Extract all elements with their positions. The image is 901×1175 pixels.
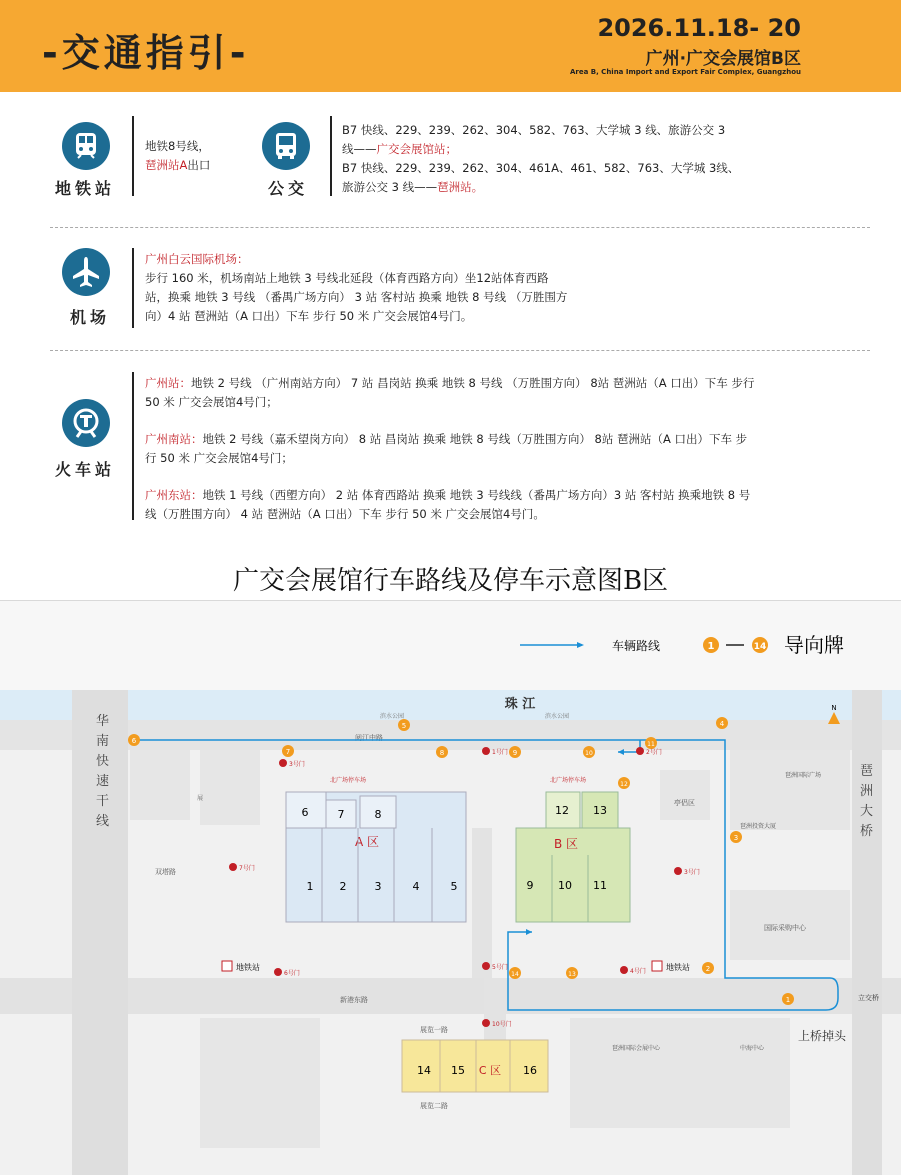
- hall-c-label: 16: [523, 1064, 537, 1077]
- airport-row1: 步行 160 米，机场南站上地铁 3 号线北延段（体育西路方向）坐12站体育西路: [145, 271, 549, 285]
- guide-sign-label: 8: [439, 749, 445, 757]
- metro-line2: [145, 156, 210, 175]
- gate-label: 1号门: [492, 749, 508, 756]
- guide-sign-label: 5: [401, 722, 407, 730]
- legend-route-arrow: [577, 642, 584, 648]
- hall-b-label: 12: [555, 804, 569, 817]
- train-divider: [132, 372, 134, 520]
- gate-marker: [482, 962, 490, 970]
- south-center-label: 中海中心: [740, 1045, 765, 1052]
- train-s3-row2: 线（万胜围方向） 4 站 琶洲站（A 口出）下车 步行 50 米 广交会展馆4号门。: [145, 507, 545, 521]
- train-label: 火车站: [55, 460, 116, 479]
- road-west-label: 展: [197, 795, 204, 802]
- guide-sign-label: 1: [785, 996, 791, 1004]
- hall-b-label: 11: [593, 879, 607, 892]
- gate-marker: [274, 968, 282, 976]
- block: [130, 750, 190, 820]
- guide-sign-label: 7: [285, 748, 291, 756]
- gate-marker: [229, 863, 237, 871]
- area-c-label: C 区: [478, 1064, 502, 1077]
- road-zhanchang-mid: [472, 828, 492, 978]
- station-guangzhou-south: 广州南站：: [145, 432, 203, 446]
- block: [200, 750, 260, 825]
- bridge-char: 桥: [860, 824, 874, 839]
- station-guangzhou-east: 广州东站：: [145, 488, 203, 502]
- airport-row3: 向）4 站 琶洲站（A 口出）下车 步行 50 米 广交会展馆4号门。: [145, 309, 473, 323]
- hall-a-label: 6: [301, 806, 309, 819]
- hall-c-label: 15: [451, 1064, 465, 1077]
- gate-label: 6号门: [284, 970, 300, 977]
- bus-stop-1: 广交会展馆站；: [376, 142, 457, 156]
- train-s3-text: 地铁 1 号线（西塱方向） 2 站 体育西路站 换乘 地铁 3 号线线（番禺广场方向）3 站 客村站 换乘地铁 8 号: [202, 488, 751, 502]
- airport-row2: 站，换乘 地铁 3 号线 （番禺广场方向） 3 站 客村站 换乘 地铁 8 号线 （万胜围方: [145, 290, 568, 304]
- pazhou-expo-label: 琶洲国际广场: [785, 772, 822, 779]
- airport-heading: 广州白云国际机场：: [145, 252, 249, 266]
- gate-label: 3号门: [289, 761, 305, 768]
- river-park-right: 滨水公园: [545, 713, 570, 720]
- bus-label: 公交: [268, 179, 309, 198]
- area-b-label: B 区: [554, 837, 579, 851]
- road-south-1-label: 展览一路: [420, 1026, 448, 1034]
- train-s3-row1: [145, 486, 754, 505]
- event-date: 2026.11.18- 20: [597, 14, 801, 42]
- area-a-label: A 区: [355, 835, 380, 849]
- hall-b-label: 10: [558, 879, 572, 892]
- guide-sign-label: 3: [733, 834, 739, 842]
- train-s2-text: 地铁 2 号线（嘉禾望岗方向） 8 站 昌岗站 换乘 地铁 8 号线（万胜围方向） 8站 琶洲站（A 口出）下车 步: [202, 432, 748, 446]
- bridge-char: 琶: [860, 764, 874, 779]
- metro-icon: [62, 122, 110, 170]
- guide-sign-label: 9: [512, 749, 518, 757]
- section-divider: [50, 350, 870, 351]
- hall-a-label: 5: [450, 880, 458, 893]
- header-banner: [0, 0, 901, 92]
- gate-marker: [279, 759, 287, 767]
- block: [660, 770, 710, 820]
- legend-route-label: 车辆路线: [612, 639, 661, 653]
- bus-stop-2: 琶洲站。: [437, 180, 484, 194]
- section-divider: [50, 227, 870, 228]
- block: [570, 1018, 730, 1128]
- bus-divider: [330, 116, 332, 196]
- train-station-icon: [62, 399, 110, 447]
- train-s1-row1: [145, 374, 754, 393]
- route-map: [0, 600, 901, 1175]
- bus-row3: B7 快线、229、239、262、304、461A、461、582、763、大学城 3线、: [342, 161, 740, 175]
- bus-row2: [342, 140, 739, 159]
- bridge-road: [852, 690, 882, 1175]
- airport-text: [145, 250, 567, 326]
- gate-marker: [482, 747, 490, 755]
- hall-b-label: 9: [526, 879, 534, 892]
- gate-label: 3号门: [684, 869, 700, 876]
- guide-sign-label: 10: [585, 750, 593, 757]
- dinghu-label: 亭侣区: [674, 799, 695, 807]
- train-s1-row2: 50 米 广交会展馆4号门；: [145, 395, 278, 409]
- hall-b-label: 13: [593, 804, 607, 817]
- train-text: [145, 374, 754, 524]
- bridge-char: 大: [860, 804, 874, 819]
- metro-divider: [132, 116, 134, 196]
- block: [730, 1018, 790, 1128]
- gate-label: 10号门: [492, 1021, 512, 1028]
- metro-station-west-icon: [222, 961, 232, 971]
- river-park-left: 滨水公园: [380, 713, 405, 720]
- guide-sign-label: 14: [511, 971, 519, 978]
- train-s2-row2: 行 50 米 广交会展馆4号门；: [145, 451, 293, 465]
- parking-north-b: 北广场停车场: [550, 777, 587, 784]
- metro-station-east-label: 地铁站: [666, 963, 690, 972]
- metro-station-east-icon: [652, 961, 662, 971]
- legend-sign-label: 导向牌: [784, 633, 844, 657]
- legend-sign-to-label: 14: [753, 642, 767, 652]
- intl-center-label: 国际采购中心: [764, 924, 806, 932]
- bus-row1: B7 快线、229、239、262、304、582、763、大学城 3 线、旅游公交 3: [342, 123, 726, 137]
- venue-name-en: Area B, China Import and Export Fair Complex, Guangzhou: [569, 68, 801, 76]
- train-s2-row1: [145, 430, 754, 449]
- gate-marker: [482, 1019, 490, 1027]
- pearl-river: [0, 690, 901, 720]
- guide-sign-label: 2: [705, 965, 711, 973]
- page-title: -交通指引-: [42, 31, 250, 75]
- hall-a-label: 3: [374, 880, 382, 893]
- highway-char: 华: [96, 714, 110, 729]
- block: [730, 750, 850, 830]
- road-south-2-label: 展览二路: [420, 1102, 448, 1110]
- highway-char: 快: [96, 754, 110, 769]
- pazhou-interhub-label: 琶洲投资大厦: [740, 823, 777, 830]
- road-xingang: [0, 978, 901, 1014]
- bus-text: [342, 121, 739, 197]
- gate-label: 7号门: [239, 865, 255, 872]
- highway-char: 线: [96, 814, 110, 829]
- guide-sign-label: 6: [131, 737, 137, 745]
- bus-row4-a: 旅游公交 3 线——: [342, 180, 438, 194]
- gate-marker: [636, 747, 644, 755]
- pazhou-sq-label: 琶洲国际会展中心: [612, 1045, 661, 1052]
- gate-label: 5号门: [492, 964, 508, 971]
- gate-marker: [620, 966, 628, 974]
- hall-a-label: 2: [339, 880, 347, 893]
- highway-char: 南: [96, 734, 110, 749]
- road-yuejiang-label: 阅江中路: [355, 734, 383, 742]
- bus-icon: [262, 122, 310, 170]
- shuanglong-label: 双塔路: [155, 868, 176, 876]
- venue-name: 广州·广交会展馆B区: [645, 49, 801, 69]
- guide-sign-label: 12: [620, 781, 628, 788]
- hall-a-label: 8: [374, 808, 382, 821]
- gate-label: 2号门: [646, 749, 662, 756]
- train-s1-text: 地铁 2 号线 （广州南站方向） 7 站 昌岗站 换乘 地铁 8 号线 （万胜围方向） 8站 琶洲站（A 口出）下车 步行: [191, 376, 755, 390]
- metro-exit-station: 琶洲站A: [145, 158, 188, 172]
- airport-divider: [132, 248, 134, 328]
- metro-exit-text: 出口: [187, 158, 211, 172]
- guide-sign-label: 4: [719, 720, 725, 728]
- guide-sign-label: 11: [647, 741, 655, 748]
- gate-marker: [674, 867, 682, 875]
- airport-label: 机场: [70, 308, 111, 327]
- block: [200, 1018, 320, 1148]
- highway-char: 干: [96, 794, 110, 809]
- metro-label: 地铁站: [55, 179, 116, 198]
- hall-a-label: 1: [306, 880, 314, 893]
- station-guangzhou: 广州站：: [145, 376, 191, 390]
- river-label: 珠 江: [504, 697, 536, 712]
- north-label: N: [831, 704, 837, 712]
- gate-label: 4号门: [630, 968, 646, 975]
- guide-sign-label: 13: [568, 971, 576, 978]
- metro-station-west-label: 地铁站: [236, 963, 260, 972]
- parking-north-a: 北广场停车场: [330, 777, 367, 784]
- hall-a-label: 4: [412, 880, 420, 893]
- bridge-char: 洲: [860, 784, 874, 799]
- interchange-label: 立交桥: [858, 994, 879, 1002]
- uturn-label: 上桥掉头: [798, 1029, 847, 1043]
- bus-row4: [342, 178, 739, 197]
- bus-row2-a: 线——: [342, 142, 377, 156]
- road-gate10: [484, 978, 506, 1048]
- metro-text: [145, 137, 210, 175]
- hall-c-label: 14: [417, 1064, 431, 1077]
- hall-a-label: 7: [337, 808, 345, 821]
- highway-char: 速: [96, 774, 110, 789]
- road-xingang-label: 新港东路: [340, 996, 368, 1004]
- legend-sign-from-label: 1: [707, 641, 715, 652]
- metro-line1: 地铁8号线，: [145, 139, 210, 153]
- map-title: 广交会展馆行车路线及停车示意图B区: [232, 566, 669, 596]
- airplane-icon: [62, 248, 110, 296]
